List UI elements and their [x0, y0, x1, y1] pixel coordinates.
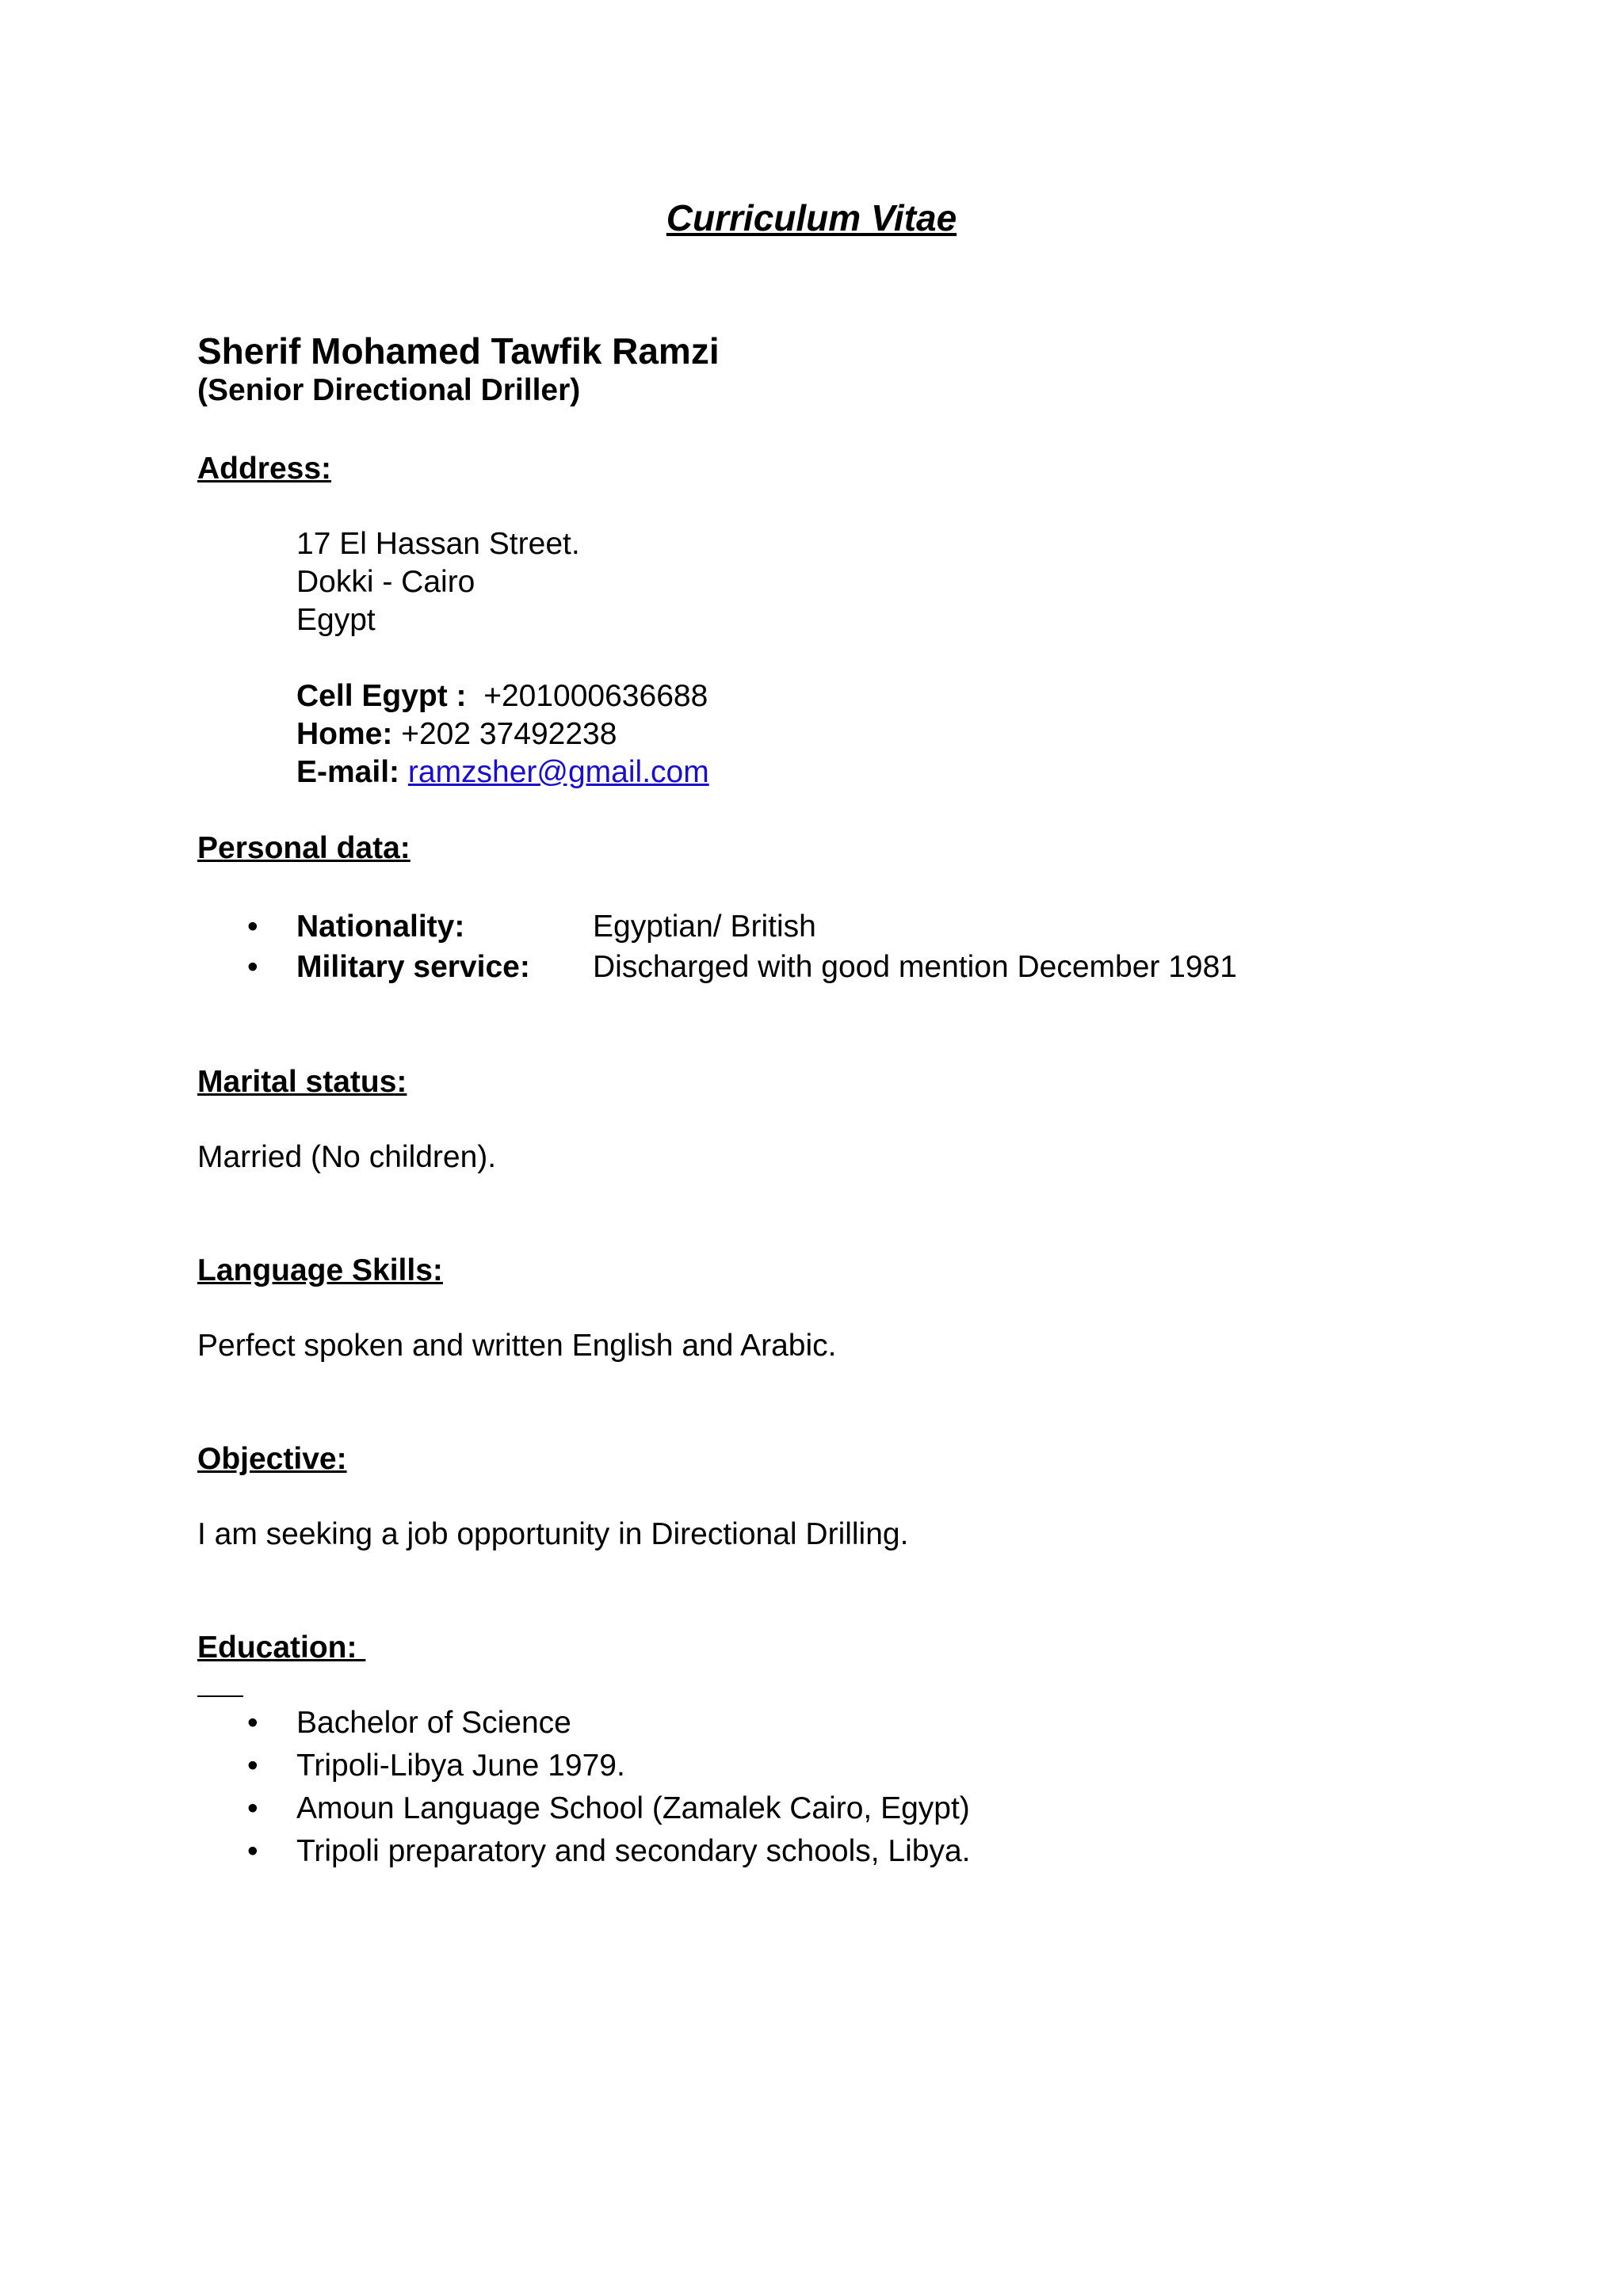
email-link[interactable]: ramzsher@gmail.com	[407, 755, 709, 789]
education-heading: Education:	[197, 1630, 366, 1665]
bullet-icon: •	[247, 1749, 258, 1783]
objective-text: I am seeking a job opportunity in Directional Drilling.	[197, 1517, 909, 1551]
bullet-icon: •	[247, 1791, 258, 1825]
nationality-label: Nationality:	[296, 910, 465, 944]
home-phone-row	[296, 715, 617, 754]
document-title: Curriculum Vitae	[666, 197, 957, 238]
bullet-icon: •	[247, 950, 258, 984]
address-heading: Address:	[197, 452, 332, 486]
education-item: Tripoli-Libya June 1979.	[296, 1749, 625, 1783]
address-line-1: 17 El Hassan Street.	[296, 527, 580, 561]
cell-phone-row	[296, 677, 708, 716]
candidate-name: Sherif Mohamed Tawfik Ramzi	[197, 330, 720, 372]
bullet-icon: •	[247, 1834, 258, 1868]
home-phone-label: Home:	[296, 717, 393, 751]
military-service-label: Military service:	[296, 950, 530, 984]
military-service-value: Discharged with good mention December 1981	[593, 950, 1237, 984]
address-line-3: Egypt	[296, 603, 376, 637]
bullet-icon: •	[247, 1706, 258, 1740]
email-label: E-mail:	[296, 755, 400, 789]
objective-heading: Objective:	[197, 1442, 347, 1476]
cell-phone-value: +201000636688	[483, 679, 708, 713]
marital-status-heading: Marital status:	[197, 1065, 407, 1099]
home-phone-value: +202 37492238	[401, 717, 617, 751]
address-line-2: Dokki - Cairo	[296, 565, 475, 599]
marital-status-text: Married (No children).	[197, 1140, 497, 1174]
cell-phone-label: Cell Egypt :	[296, 679, 467, 713]
email-row	[296, 753, 709, 792]
education-item: Tripoli preparatory and secondary schools, Libya.	[296, 1834, 971, 1868]
education-item: Bachelor of Science	[296, 1706, 571, 1740]
education-item: Amoun Language School (Zamalek Cairo, Egypt)	[296, 1791, 970, 1825]
language-skills-text: Perfect spoken and written English and Arabic.	[197, 1329, 837, 1363]
candidate-job-title: (Senior Directional Driller)	[197, 373, 581, 407]
underline-stub	[197, 1695, 243, 1697]
nationality-value: Egyptian/ British	[593, 910, 816, 944]
personal-data-heading: Personal data:	[197, 831, 411, 865]
bullet-icon: •	[247, 910, 258, 944]
language-skills-heading: Language Skills:	[197, 1253, 443, 1287]
